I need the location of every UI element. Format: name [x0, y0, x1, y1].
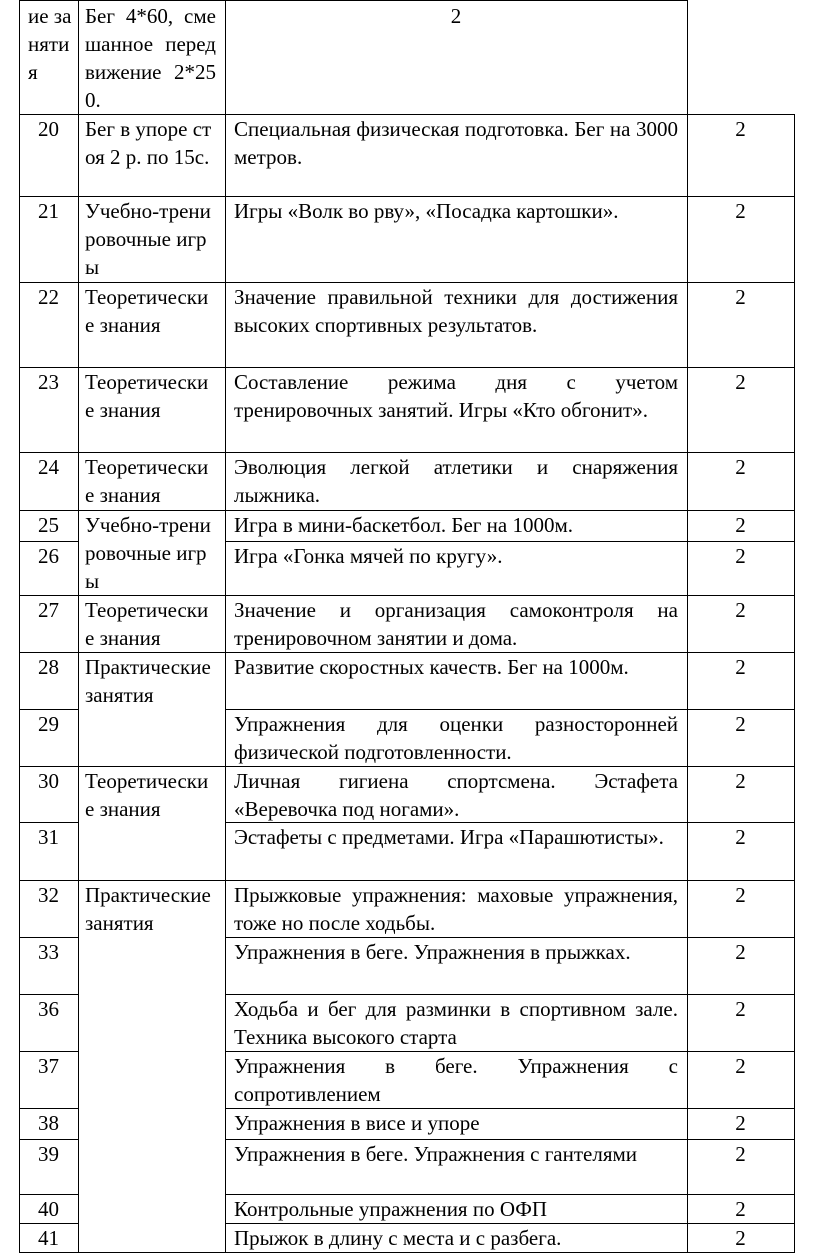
table-border: [225, 367, 795, 368]
table-border: [19, 452, 79, 453]
table-border: [19, 652, 79, 653]
table-border: [78, 282, 226, 283]
row-number-cell: 32: [38, 883, 59, 907]
table-border: [78, 510, 226, 511]
description-cell: Ходьба и бег для разминки в спортивном зале. Техника высокого старта: [234, 997, 678, 1049]
category-cell: Практические занятия: [85, 655, 211, 707]
description-cell: Контрольные упражнения по ОФП: [234, 1197, 548, 1221]
hours-cell: 2: [735, 1054, 746, 1078]
hours-cell: 2: [735, 1111, 746, 1135]
table-border: [19, 1194, 79, 1195]
row-number-cell: 41: [38, 1226, 59, 1250]
table-border: [225, 0, 226, 114]
table-border: [225, 709, 795, 710]
table-border: [225, 822, 795, 823]
description-cell: Упражнения в беге. Упражнения в прыжках.: [234, 940, 631, 964]
row-number-cell: 23: [38, 370, 59, 394]
row-number-cell: 36: [38, 997, 59, 1021]
hours-cell: 2: [450, 4, 462, 28]
table-border: [19, 282, 79, 283]
table-border: [78, 196, 226, 197]
table-border: [78, 367, 226, 368]
description-cell: Прыжок в длину с места и с разбега.: [234, 1226, 562, 1250]
hours-cell: 2: [735, 825, 746, 849]
description-cell: Значение правильной техники для достижения высоких спортивных результатов.: [234, 285, 678, 337]
description-cell: Составление режима дня с учетом тренировочных занятий. Игры «Кто обгонит».: [234, 370, 678, 422]
table-border: [19, 541, 79, 542]
table-border: [225, 766, 795, 767]
hours-cell: 2: [735, 1226, 746, 1250]
table-border: [225, 1139, 795, 1140]
table-border: [225, 114, 226, 1252]
table-border: [225, 282, 795, 283]
description-cell: Развитие скоростных качеств. Бег на 1000м.: [234, 655, 629, 679]
table-border: [225, 1051, 795, 1052]
category-cell: Бег в упоре стоя 2 р. по 15с.: [85, 117, 212, 169]
description-cell: Упражнения в висе и упоре: [234, 1111, 480, 1135]
category-cell: Теоретические знания: [85, 598, 209, 650]
description-cell: Игра в мини-баскетбол. Бег на 1000м.: [234, 513, 573, 537]
hours-cell: 2: [735, 285, 746, 309]
row-number-cell: 29: [38, 712, 59, 736]
table-border: [19, 510, 79, 511]
table-border: [78, 1252, 226, 1253]
row-number-cell: 40: [38, 1197, 59, 1221]
table-border: [19, 1223, 79, 1224]
table-border: [78, 595, 226, 596]
row-number-cell: 25: [38, 513, 59, 537]
description-cell: Прыжковые упражнения: маховые упражнения, тоже но после ходьбы.: [234, 883, 678, 935]
description-cell: Значение и организация самоконтроля на тренировочном занятии и дома.: [234, 598, 678, 650]
table-border: [19, 0, 20, 114]
table-border: [19, 196, 79, 197]
table-border: [225, 1108, 795, 1109]
hours-cell: 2: [735, 117, 746, 141]
row-number-cell: 31: [38, 825, 59, 849]
table-border: [19, 822, 79, 823]
table-border: [225, 880, 795, 881]
row-number-cell: 27: [38, 598, 59, 622]
row-number-cell: 37: [38, 1054, 59, 1078]
table-border: [19, 937, 79, 938]
hours-cell: 2: [735, 513, 746, 537]
category-cell: Теоретические знания: [85, 370, 209, 422]
hours-cell: 2: [735, 883, 746, 907]
table-border: [19, 1252, 79, 1253]
table-border: [225, 652, 795, 653]
description-cell: Упражнения в беге. Упражнения с сопротивлением: [234, 1054, 678, 1106]
row-number-cell: 39: [38, 1142, 59, 1166]
hours-cell: 2: [735, 598, 746, 622]
hours-cell: 2: [735, 940, 746, 964]
category-cell: Практические занятия: [85, 883, 211, 935]
table-border: [687, 0, 688, 114]
hours-cell: 2: [735, 712, 746, 736]
row-number-cell: 38: [38, 1111, 59, 1135]
description-cell: Специальная физическая подготовка. Бег на 3000 метров.: [234, 117, 678, 169]
table-border: [794, 114, 795, 1252]
table-border: [78, 452, 226, 453]
table-border: [19, 0, 687, 1]
table-border: [225, 595, 795, 596]
row-number-cell: 33: [38, 940, 59, 964]
hours-cell: 2: [735, 1142, 746, 1166]
table-border: [19, 114, 20, 1252]
table-border: [225, 452, 795, 453]
row-number-cell: 24: [38, 455, 59, 479]
table-border: [78, 880, 226, 881]
table-border: [225, 114, 795, 115]
hours-cell: 2: [735, 455, 746, 479]
category-cell: Теоретические знания: [85, 285, 209, 337]
hours-cell: 2: [735, 199, 746, 223]
hours-cell: 2: [735, 1197, 746, 1221]
description-cell: Личная гигиена спортсмена. Эстафета «Веревочка под ногами».: [234, 769, 678, 821]
category-cell: Учебно-тренировочные игры: [85, 199, 211, 279]
row-number-cell: 20: [38, 117, 59, 141]
row-number-cell: 26: [38, 544, 59, 568]
row-number-cell: 30: [38, 769, 59, 793]
table-border: [19, 1108, 79, 1109]
category-cell: Учебно-тренировочные игры: [85, 513, 211, 593]
table-border: [19, 1051, 79, 1052]
table-border: [19, 595, 79, 596]
table-border: [225, 994, 795, 995]
table-border: [225, 1252, 795, 1253]
row-number-cell: 22: [38, 285, 59, 309]
table-border: [225, 937, 795, 938]
table-border: [78, 114, 79, 1252]
table-border: [78, 0, 79, 114]
table-border: [19, 766, 79, 767]
hours-cell: 2: [735, 997, 746, 1021]
table-border: [19, 709, 79, 710]
row-number-cell: 21: [38, 199, 59, 223]
table-border: [78, 114, 226, 115]
category-cell: Теоретические знания: [85, 769, 209, 821]
table-border: [225, 1194, 795, 1195]
hours-cell: 2: [735, 544, 746, 568]
table-border: [225, 541, 795, 542]
description-cell: Эстафеты с предметами. Игра «Парашютисты».: [234, 825, 664, 849]
table-border: [19, 114, 79, 115]
description-cell: Эволюция легкой атлетики и снаряжения лыжника.: [234, 455, 678, 507]
table-border: [225, 510, 795, 511]
description-cell: Упражнения для оценки разносторонней физической подготовленности.: [234, 712, 678, 764]
description-cell: Упражнения в беге. Упражнения с гантелями: [234, 1142, 638, 1166]
hours-cell: 2: [735, 655, 746, 679]
row-number-cell: ие занятия: [28, 4, 72, 84]
table-border: [19, 994, 79, 995]
category-cell: Теоретические знания: [85, 455, 209, 507]
description-cell: Игры «Волк во рву», «Посадка картошки».: [234, 199, 619, 223]
table-border: [19, 367, 79, 368]
table-border: [225, 196, 795, 197]
table-border: [19, 1139, 79, 1140]
category-cell: Бег 4*60, смешанное передвижение 2*250.: [85, 4, 216, 112]
hours-cell: 2: [735, 370, 746, 394]
description-cell: Игра «Гонка мячей по кругу».: [234, 544, 503, 568]
table-border: [78, 652, 226, 653]
table-border: [225, 1223, 795, 1224]
table-border: [687, 114, 688, 1252]
table-border: [78, 766, 226, 767]
hours-cell: 2: [735, 769, 746, 793]
row-number-cell: 28: [38, 655, 59, 679]
table-border: [19, 880, 79, 881]
